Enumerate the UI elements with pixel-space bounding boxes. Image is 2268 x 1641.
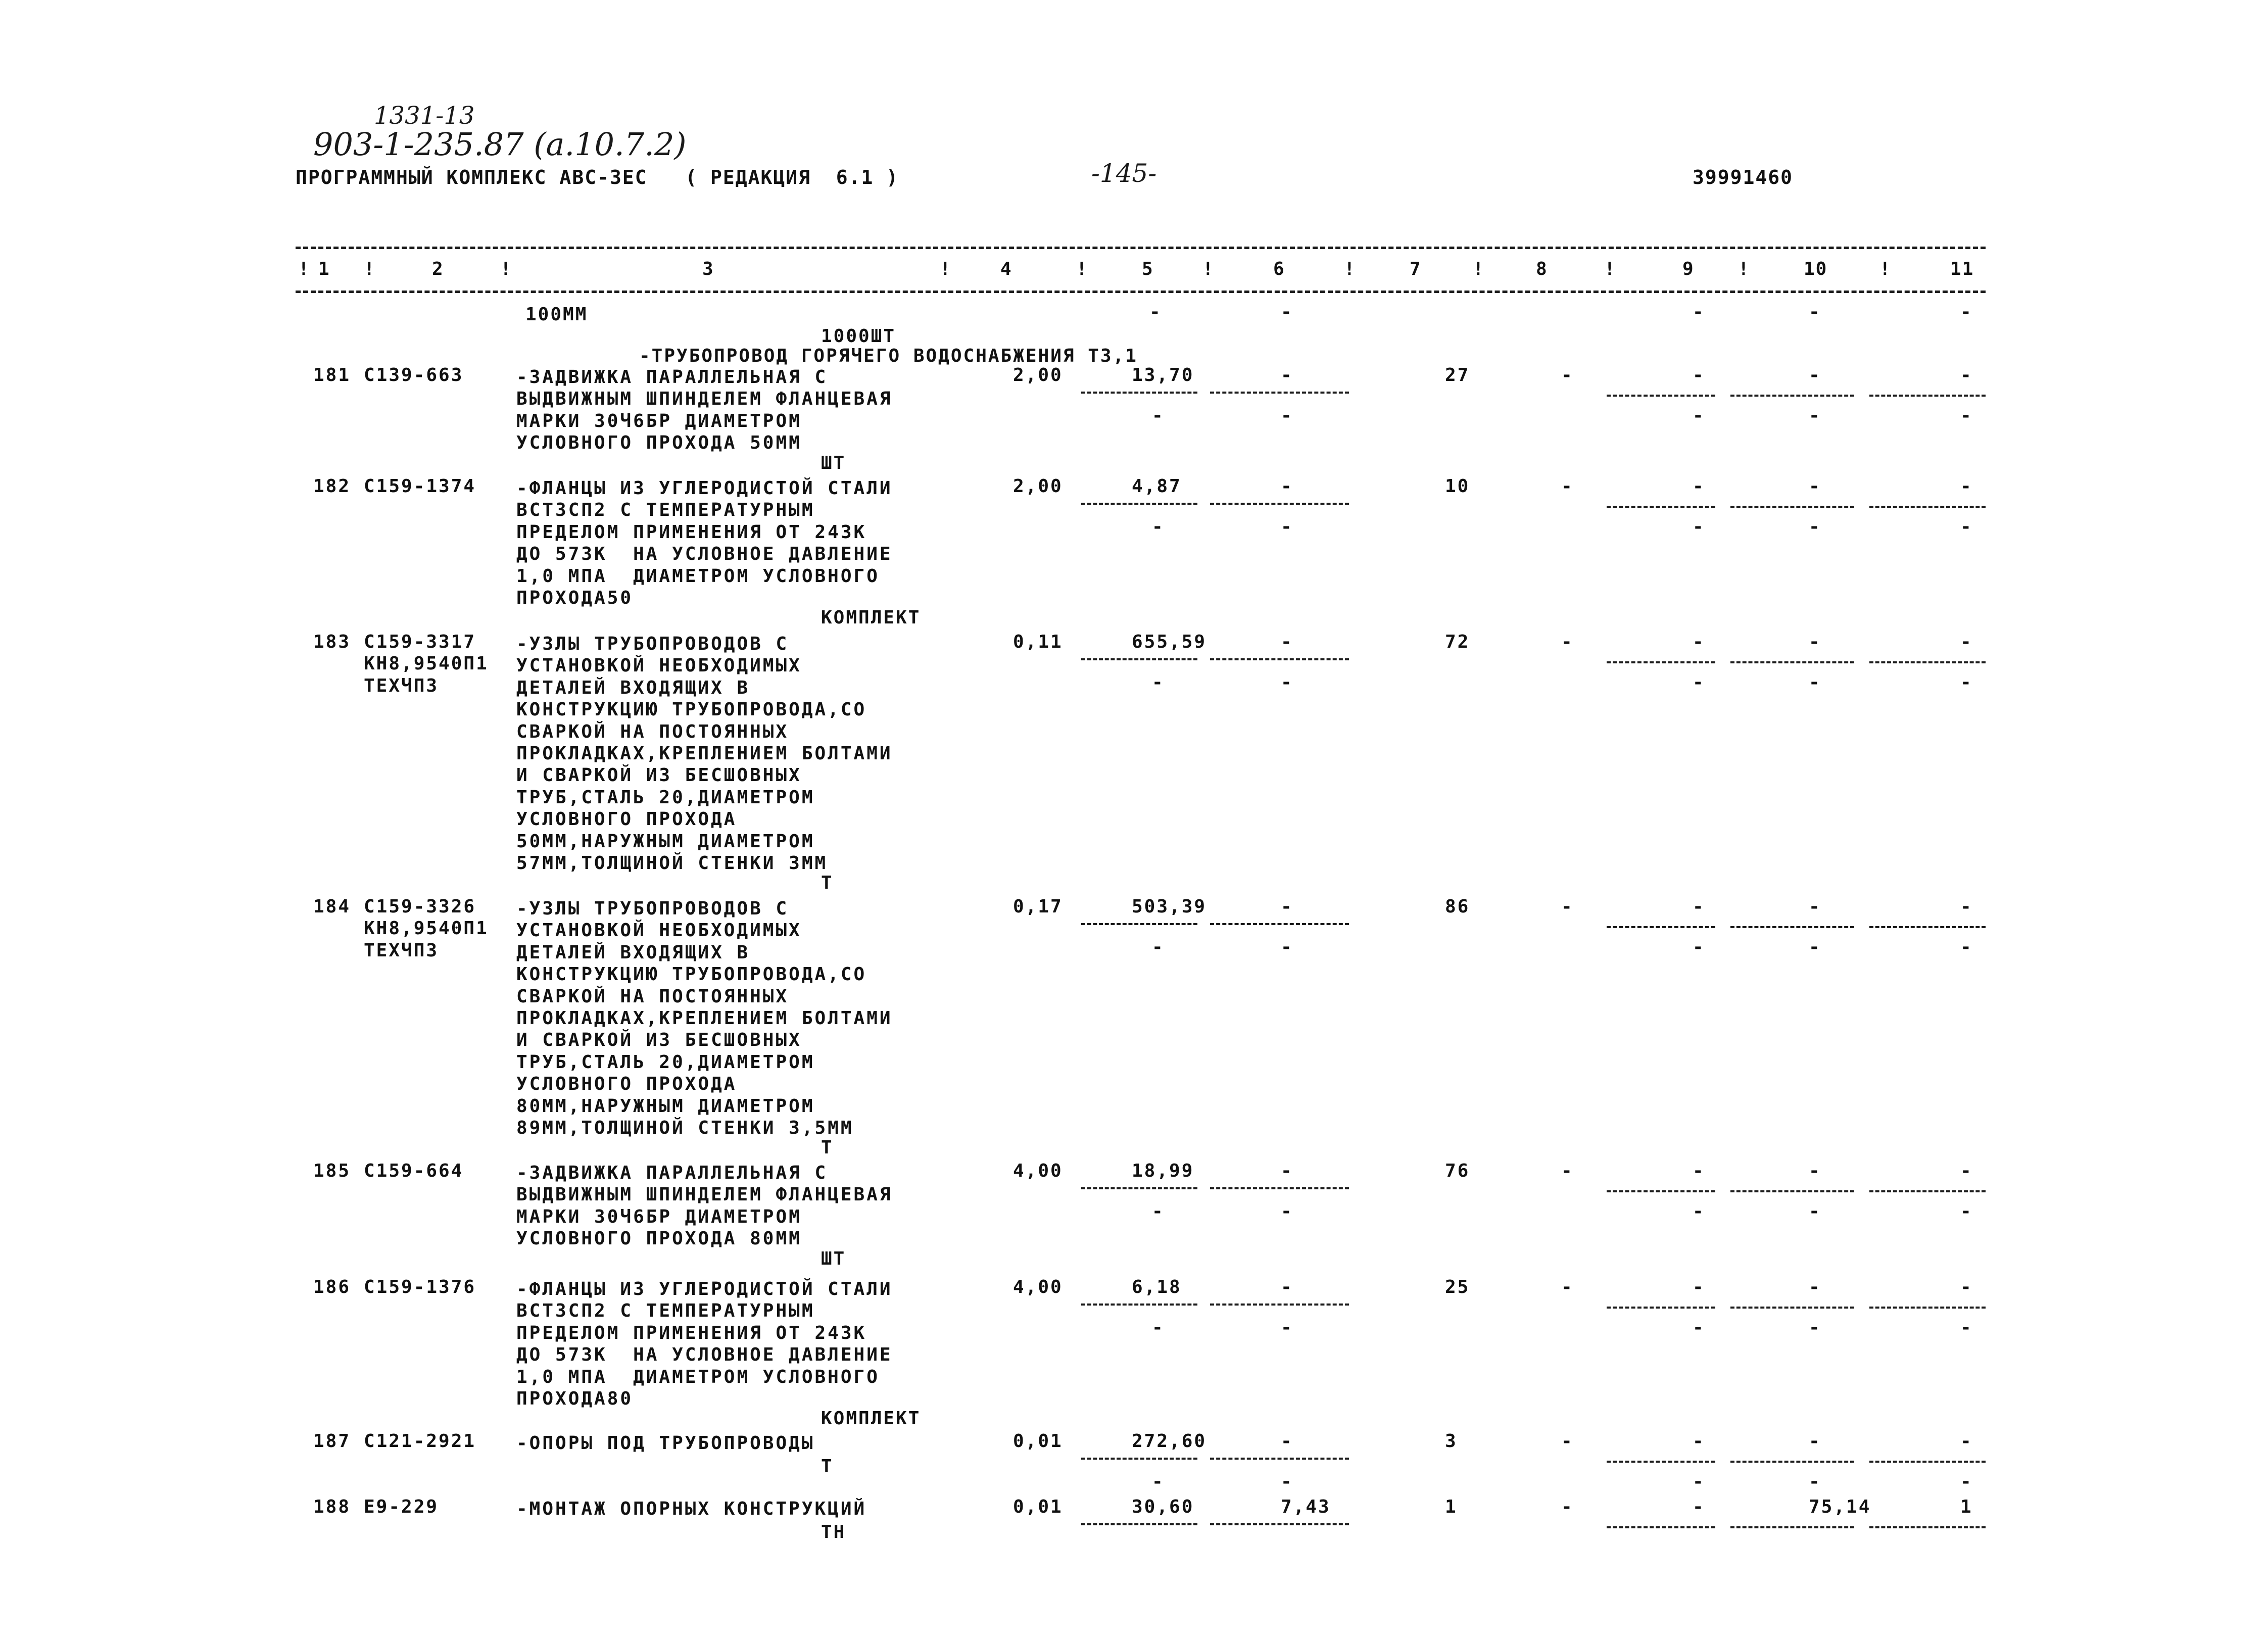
- description-line: 80ММ,НАРУЖНЫМ ДИАМЕТРОМ: [516, 1095, 815, 1117]
- description-line: -МОНТАЖ ОПОРНЫХ КОНСТРУКЦИЙ: [516, 1499, 867, 1519]
- quantity: 4,00: [1013, 1277, 1063, 1297]
- column-separator: !: [1473, 259, 1485, 279]
- description-line: ДЕТАЛЕЙ ВХОДЯЩИХ В: [516, 942, 750, 963]
- col-12-value: 1: [1960, 1497, 1973, 1517]
- norm-code: ТЕХЧП3: [364, 675, 439, 696]
- row-number: 182: [313, 476, 351, 497]
- sub-col-12: -: [1960, 1471, 1973, 1492]
- col-11-value: -: [1809, 1277, 1821, 1297]
- quantity: 0,17: [1013, 896, 1063, 917]
- row-number: 181: [313, 365, 351, 385]
- column-separator: !: [1879, 259, 1892, 279]
- sub-col-12: -: [1960, 937, 1973, 957]
- unit-of-measure: ТН: [821, 1522, 846, 1542]
- sub-col-12: -: [1960, 672, 1973, 693]
- description-line: -УЗЛЫ ТРУБОПРОВОДОВ С: [516, 898, 789, 919]
- col-11-value: -: [1809, 1431, 1821, 1452]
- col-9-value: -: [1561, 896, 1574, 917]
- column-separator: !: [1738, 259, 1750, 279]
- description-line: ДО 573К НА УСЛОВНОЕ ДАВЛЕНИЕ: [516, 1344, 893, 1366]
- sub-col-11: -: [1809, 516, 1821, 537]
- norm-code: С159-1376: [364, 1277, 476, 1297]
- item-description: [516, 1498, 866, 1520]
- unit-of-measure: КОМПЛЕКТ: [821, 607, 921, 629]
- column-separator: !: [940, 259, 952, 279]
- column-separator: !: [364, 259, 376, 279]
- header-bottom-rule: [296, 291, 1986, 293]
- col-11-value: -: [1809, 896, 1821, 917]
- col-6-value: -: [1281, 632, 1293, 652]
- col-12-value: -: [1960, 896, 1973, 917]
- description-line: УСЛОВНОГО ПРОХОДА: [516, 809, 737, 830]
- item-description: [516, 898, 893, 1139]
- col-9-value: -: [1561, 365, 1574, 385]
- norm-code: С159-3326: [364, 896, 476, 917]
- description-line: УСТАНОВКОЙ НЕОБХОДИМЫХ: [516, 655, 802, 677]
- subtotal-rule: [1081, 1458, 1197, 1460]
- sub-col-10: -: [1693, 1201, 1705, 1222]
- subtotal-rule: [1730, 1307, 1854, 1309]
- col-8-value: 86: [1445, 896, 1470, 917]
- subtotal-rule: [1081, 503, 1197, 505]
- description-line: И СВАРКОЙ ИЗ БЕСШОВНЫХ: [516, 765, 802, 786]
- sub-col-10: -: [1693, 937, 1705, 957]
- description-line: ДЕТАЛЕЙ ВХОДЯЩИХ В: [516, 677, 750, 698]
- row-number: 188: [313, 1497, 351, 1517]
- column-number: 4: [1000, 259, 1012, 279]
- description-line: 50ММ,НАРУЖНЫМ ДИАМЕТРОМ: [516, 831, 815, 852]
- col-8-value: 76: [1445, 1161, 1470, 1181]
- column-number: 1: [318, 259, 330, 279]
- description-line: ПРОКЛАДКАХ,КРЕПЛЕНИЕМ БОЛТАМИ: [516, 743, 893, 764]
- col-10-value: -: [1693, 632, 1705, 652]
- column-number: 2: [432, 259, 444, 279]
- col-6-value: 7,43: [1281, 1497, 1331, 1517]
- subtotal-rule: [1210, 923, 1349, 925]
- col-9-value: -: [1561, 1161, 1574, 1181]
- description-line: СВАРКОЙ НА ПОСТОЯННЫХ: [516, 986, 789, 1007]
- subtotal-rule: [1210, 658, 1349, 660]
- col-9-value: -: [1561, 1431, 1574, 1452]
- subtotal-rule: [1210, 503, 1349, 505]
- description-line: УСЛОВНОГО ПРОХОДА: [516, 1074, 737, 1095]
- column-number: 7: [1410, 259, 1422, 279]
- sub-col-10: -: [1693, 1471, 1705, 1492]
- sub-col-11: -: [1809, 1317, 1821, 1338]
- column-number: 6: [1273, 259, 1285, 279]
- col-10-value: -: [1693, 1431, 1705, 1452]
- sub-price: -: [1152, 937, 1165, 957]
- col-12-value: -: [1960, 365, 1973, 385]
- top-row-dash: -: [1960, 302, 1971, 322]
- sub-col-10: -: [1693, 672, 1705, 693]
- top-row-dash: -: [1149, 302, 1161, 322]
- sub-price: -: [1152, 672, 1165, 693]
- description-line: КОНСТРУКЦИЮ ТРУБОПРОВОДА,СО: [516, 964, 867, 985]
- description-line: И СВАРКОЙ ИЗ БЕСШОВНЫХ: [516, 1030, 802, 1051]
- description-line: ВЫДВИЖНЫМ ШПИНДЕЛЕМ ФЛАНЦЕВАЯ: [516, 389, 893, 410]
- subtotal-rule: [1869, 1307, 1986, 1309]
- row-number: 187: [313, 1431, 351, 1452]
- sub-col-11: -: [1809, 937, 1821, 957]
- subtotal-rule: [1607, 1307, 1715, 1309]
- column-separator: !: [1344, 259, 1356, 279]
- col-12-value: -: [1960, 1431, 1973, 1452]
- col-12-value: -: [1960, 632, 1973, 652]
- subtotal-rule: [1210, 1304, 1349, 1306]
- top-row-dash: -: [1809, 302, 1820, 322]
- col-6-value: -: [1281, 896, 1293, 917]
- sub-col-11: -: [1809, 405, 1821, 426]
- subtotal-rule: [1730, 506, 1854, 508]
- description-line: -ЗАДВИЖКА ПАРАЛЛЕЛЬНАЯ С: [516, 1163, 828, 1183]
- description-line: ТРУБ,СТАЛЬ 20,ДИАМЕТРОМ: [516, 1051, 815, 1073]
- quantity: 2,00: [1013, 365, 1063, 385]
- subtotal-rule: [1869, 506, 1986, 508]
- description-line: ПРОКЛАДКАХ,КРЕПЛЕНИЕМ БОЛТАМИ: [516, 1008, 893, 1029]
- description-line: ВЫДВИЖНЫМ ШПИНДЕЛЕМ ФЛАНЦЕВАЯ: [516, 1184, 893, 1205]
- description-line: 57ММ,ТОЛЩИНОЙ СТЕНКИ 3ММ: [516, 853, 828, 874]
- description-line: МАРКИ 30Ч6БР ДИАМЕТРОМ: [516, 1206, 802, 1227]
- subtotal-rule: [1730, 661, 1854, 663]
- section-unit: 1000ШТ: [821, 326, 896, 347]
- unit-of-measure: Т: [821, 1137, 834, 1159]
- subtotal-rule: [1869, 1461, 1986, 1463]
- col-8-value: 27: [1445, 365, 1470, 385]
- description-line: -ФЛАНЦЫ ИЗ УГЛЕРОДИСТОЙ СТАЛИ: [516, 1279, 893, 1299]
- description-line: ПРЕДЕЛОМ ПРИМЕНЕНИЯ ОТ 243К: [516, 1322, 867, 1343]
- sub-price: -: [1152, 1471, 1165, 1492]
- unit-price: 272,60: [1132, 1431, 1207, 1452]
- handwritten-top-note: 1331-13: [374, 102, 475, 130]
- description-line: 89ММ,ТОЛЩИНОЙ СТЕНКИ 3,5ММ: [516, 1118, 854, 1139]
- document-id: 39991460: [1693, 166, 1794, 188]
- col-8-value: 1: [1445, 1497, 1458, 1517]
- col-6-value: -: [1281, 1277, 1293, 1297]
- quantity: 4,00: [1013, 1161, 1063, 1181]
- unit-price: 18,99: [1132, 1161, 1194, 1181]
- description-line: ВСТ3СП2 С ТЕМПЕРАТУРНЫМ: [516, 1300, 815, 1322]
- column-number: 11: [1950, 259, 1974, 279]
- subtotal-rule: [1869, 1190, 1986, 1192]
- col-9-value: -: [1561, 1497, 1574, 1517]
- col-11-value: -: [1809, 476, 1821, 497]
- unit-of-measure: Т: [821, 873, 834, 894]
- subtotal-rule: [1607, 506, 1715, 508]
- col-6-value: -: [1281, 1431, 1293, 1452]
- handwritten-project-code: 903-1-235.87 (а.10.7.2): [313, 126, 687, 163]
- unit-of-measure: Т: [821, 1456, 834, 1477]
- item-description: [516, 1162, 893, 1250]
- subtotal-rule: [1730, 1461, 1854, 1463]
- top-row-dash: -: [1693, 302, 1704, 322]
- column-number: 9: [1682, 259, 1695, 279]
- sub-col-11: -: [1809, 1471, 1821, 1492]
- quantity: 0,01: [1013, 1431, 1063, 1452]
- description-line: 1,0 МПА ДИАМЕТРОМ УСЛОВНОГО: [516, 565, 880, 587]
- subtotal-rule: [1730, 1526, 1854, 1528]
- sub-col-12: -: [1960, 1201, 1973, 1222]
- unit-price: 6,18: [1132, 1277, 1182, 1297]
- item-description: [516, 1432, 815, 1454]
- item-description: [516, 1278, 893, 1410]
- subtotal-rule: [1210, 1458, 1349, 1460]
- sub-col-6: -: [1281, 405, 1293, 426]
- unit-price: 655,59: [1132, 632, 1207, 652]
- unit-price: 13,70: [1132, 365, 1194, 385]
- subtotal-rule: [1210, 1523, 1349, 1525]
- sub-col-6: -: [1281, 1471, 1293, 1492]
- unit-of-measure: КОМПЛЕКТ: [821, 1408, 921, 1429]
- sub-col-10: -: [1693, 516, 1705, 537]
- description-line: ПРОХОДА50: [516, 588, 634, 609]
- sub-col-10: -: [1693, 405, 1705, 426]
- description-line: -ОПОРЫ ПОД ТРУБОПРОВОДЫ: [516, 1433, 815, 1454]
- sub-col-12: -: [1960, 1317, 1973, 1338]
- subtotal-rule: [1730, 1190, 1854, 1192]
- col-12-value: -: [1960, 1161, 1973, 1181]
- description-line: -УЗЛЫ ТРУБОПРОВОДОВ С: [516, 634, 789, 654]
- subtotal-rule: [1869, 395, 1986, 397]
- col-6-value: -: [1281, 365, 1293, 385]
- col-9-value: -: [1561, 632, 1574, 652]
- col-12-value: -: [1960, 1277, 1973, 1297]
- description-line: УСЛОВНОГО ПРОХОДА 50ММ: [516, 432, 802, 454]
- column-number: 8: [1536, 259, 1548, 279]
- column-separator: !: [1604, 259, 1616, 279]
- col-11-value: -: [1809, 365, 1821, 385]
- item-description: [516, 366, 893, 454]
- sub-col-10: -: [1693, 1317, 1705, 1338]
- program-title: ПРОГРАММНЫЙ КОМПЛЕКС АВС-3ЕС ( РЕДАКЦИЯ 6.1 ): [296, 166, 899, 188]
- section-title: -ТРУБОПРОВОД ГОРЯЧЕГО ВОДОСНАБЖЕНИЯ Т3,1: [639, 346, 1138, 366]
- norm-code: КН8,9540П1: [364, 653, 489, 674]
- col-9-value: -: [1561, 1277, 1574, 1297]
- norm-code: С121-2921: [364, 1431, 476, 1452]
- row-number: 185: [313, 1161, 351, 1181]
- description-line: ДО 573К НА УСЛОВНОЕ ДАВЛЕНИЕ: [516, 544, 893, 565]
- sub-col-12: -: [1960, 516, 1973, 537]
- item-description: [516, 477, 893, 609]
- quantity: 0,01: [1013, 1497, 1063, 1517]
- description-line: -ФЛАНЦЫ ИЗ УГЛЕРОДИСТОЙ СТАЛИ: [516, 478, 893, 499]
- subtotal-rule: [1081, 1523, 1197, 1525]
- description-line: УСТАНОВКОЙ НЕОБХОДИМЫХ: [516, 920, 802, 941]
- norm-code: С159-1374: [364, 476, 476, 497]
- description-line: ПРОХОДА80: [516, 1388, 634, 1410]
- column-separator: !: [1202, 259, 1215, 279]
- subtotal-rule: [1081, 658, 1197, 660]
- unit-of-measure: ШТ: [821, 452, 846, 473]
- sub-price: -: [1152, 1201, 1165, 1222]
- col-8-value: 72: [1445, 632, 1470, 652]
- unit-of-measure: ШТ: [821, 1248, 846, 1269]
- col-10-value: -: [1693, 896, 1705, 917]
- subtotal-rule: [1607, 1461, 1715, 1463]
- col-8-value: 10: [1445, 476, 1470, 497]
- norm-code: ТЕХЧП3: [364, 940, 439, 961]
- col-11-value: -: [1809, 1161, 1821, 1181]
- quantity: 2,00: [1013, 476, 1063, 497]
- subtotal-rule: [1730, 926, 1854, 928]
- norm-code: С139-663: [364, 365, 464, 385]
- description-line: 1,0 МПА ДИАМЕТРОМ УСЛОВНОГО: [516, 1366, 880, 1387]
- description-line: КОНСТРУКЦИЮ ТРУБОПРОВОДА,СО: [516, 699, 867, 720]
- description-line: -ЗАДВИЖКА ПАРАЛЛЕЛЬНАЯ С: [516, 367, 828, 388]
- column-number: 10: [1804, 259, 1828, 279]
- subtotal-rule: [1607, 395, 1715, 397]
- page-number: -145-: [1091, 159, 1157, 188]
- unit-price: 4,87: [1132, 476, 1182, 497]
- subtotal-rule: [1210, 1187, 1349, 1189]
- col-6-value: -: [1281, 1161, 1293, 1181]
- col-10-value: -: [1693, 1161, 1705, 1181]
- subtotal-rule: [1869, 1526, 1986, 1528]
- col-9-value: -: [1561, 476, 1574, 497]
- norm-code: Е9-229: [364, 1497, 439, 1517]
- sub-col-11: -: [1809, 1201, 1821, 1222]
- unit-price: 30,60: [1132, 1497, 1194, 1517]
- subtotal-rule: [1869, 661, 1986, 663]
- col-11-value: 75,14: [1809, 1497, 1871, 1517]
- col-8-value: 25: [1445, 1277, 1470, 1297]
- row-number: 184: [313, 896, 351, 917]
- subtotal-rule: [1210, 392, 1349, 394]
- norm-code: С159-3317: [364, 632, 476, 652]
- item-description: [516, 633, 893, 874]
- column-separator: !: [1076, 259, 1088, 279]
- sub-price: -: [1152, 1317, 1165, 1338]
- subtotal-rule: [1607, 1526, 1715, 1528]
- description-line: СВАРКОЙ НА ПОСТОЯННЫХ: [516, 721, 789, 742]
- col-10-value: -: [1693, 365, 1705, 385]
- sub-price: -: [1152, 516, 1165, 537]
- column-number: 5: [1142, 259, 1154, 279]
- row-number: 186: [313, 1277, 351, 1297]
- unit-price: 503,39: [1132, 896, 1207, 917]
- col-10-value: -: [1693, 1497, 1705, 1517]
- header-top-rule: [296, 247, 1986, 249]
- col-10-value: -: [1693, 1277, 1705, 1297]
- sub-price: -: [1152, 405, 1165, 426]
- col-11-value: -: [1809, 632, 1821, 652]
- sub-col-6: -: [1281, 1201, 1293, 1222]
- sub-col-6: -: [1281, 1317, 1293, 1338]
- subtotal-rule: [1081, 923, 1197, 925]
- column-number: 3: [702, 259, 714, 279]
- sub-col-6: -: [1281, 937, 1293, 957]
- column-separator: !: [500, 259, 512, 279]
- sub-col-6: -: [1281, 672, 1293, 693]
- column-separator: !: [298, 259, 310, 279]
- norm-code: КН8,9540П1: [364, 918, 489, 939]
- sub-col-12: -: [1960, 405, 1973, 426]
- norm-code: С159-664: [364, 1161, 464, 1181]
- subtotal-rule: [1081, 1304, 1197, 1306]
- quantity: 0,11: [1013, 632, 1063, 652]
- row-number: 183: [313, 632, 351, 652]
- col-6-value: -: [1281, 476, 1293, 497]
- subtotal-rule: [1081, 392, 1197, 394]
- top-row-dash: -: [1281, 302, 1292, 322]
- description-line: МАРКИ 30Ч6БР ДИАМЕТРОМ: [516, 410, 802, 431]
- subtotal-rule: [1869, 926, 1986, 928]
- description-line: ВСТ3СП2 С ТЕМПЕРАТУРНЫМ: [516, 500, 815, 521]
- subtotal-rule: [1730, 395, 1854, 397]
- subtotal-rule: [1081, 1187, 1197, 1189]
- sub-col-11: -: [1809, 672, 1821, 693]
- description-line: УСЛОВНОГО ПРОХОДА 80ММ: [516, 1228, 802, 1249]
- subtotal-rule: [1607, 1190, 1715, 1192]
- col-12-value: -: [1960, 476, 1973, 497]
- description-line: ПРЕДЕЛОМ ПРИМЕНЕНИЯ ОТ 243К: [516, 521, 867, 543]
- sub-col-6: -: [1281, 516, 1293, 537]
- subtotal-rule: [1607, 926, 1715, 928]
- description-line: ТРУБ,СТАЛЬ 20,ДИАМЕТРОМ: [516, 787, 815, 808]
- col-10-value: -: [1693, 476, 1705, 497]
- col-8-value: 3: [1445, 1431, 1458, 1452]
- unit-top: 100ММ: [525, 304, 588, 325]
- subtotal-rule: [1607, 661, 1715, 663]
